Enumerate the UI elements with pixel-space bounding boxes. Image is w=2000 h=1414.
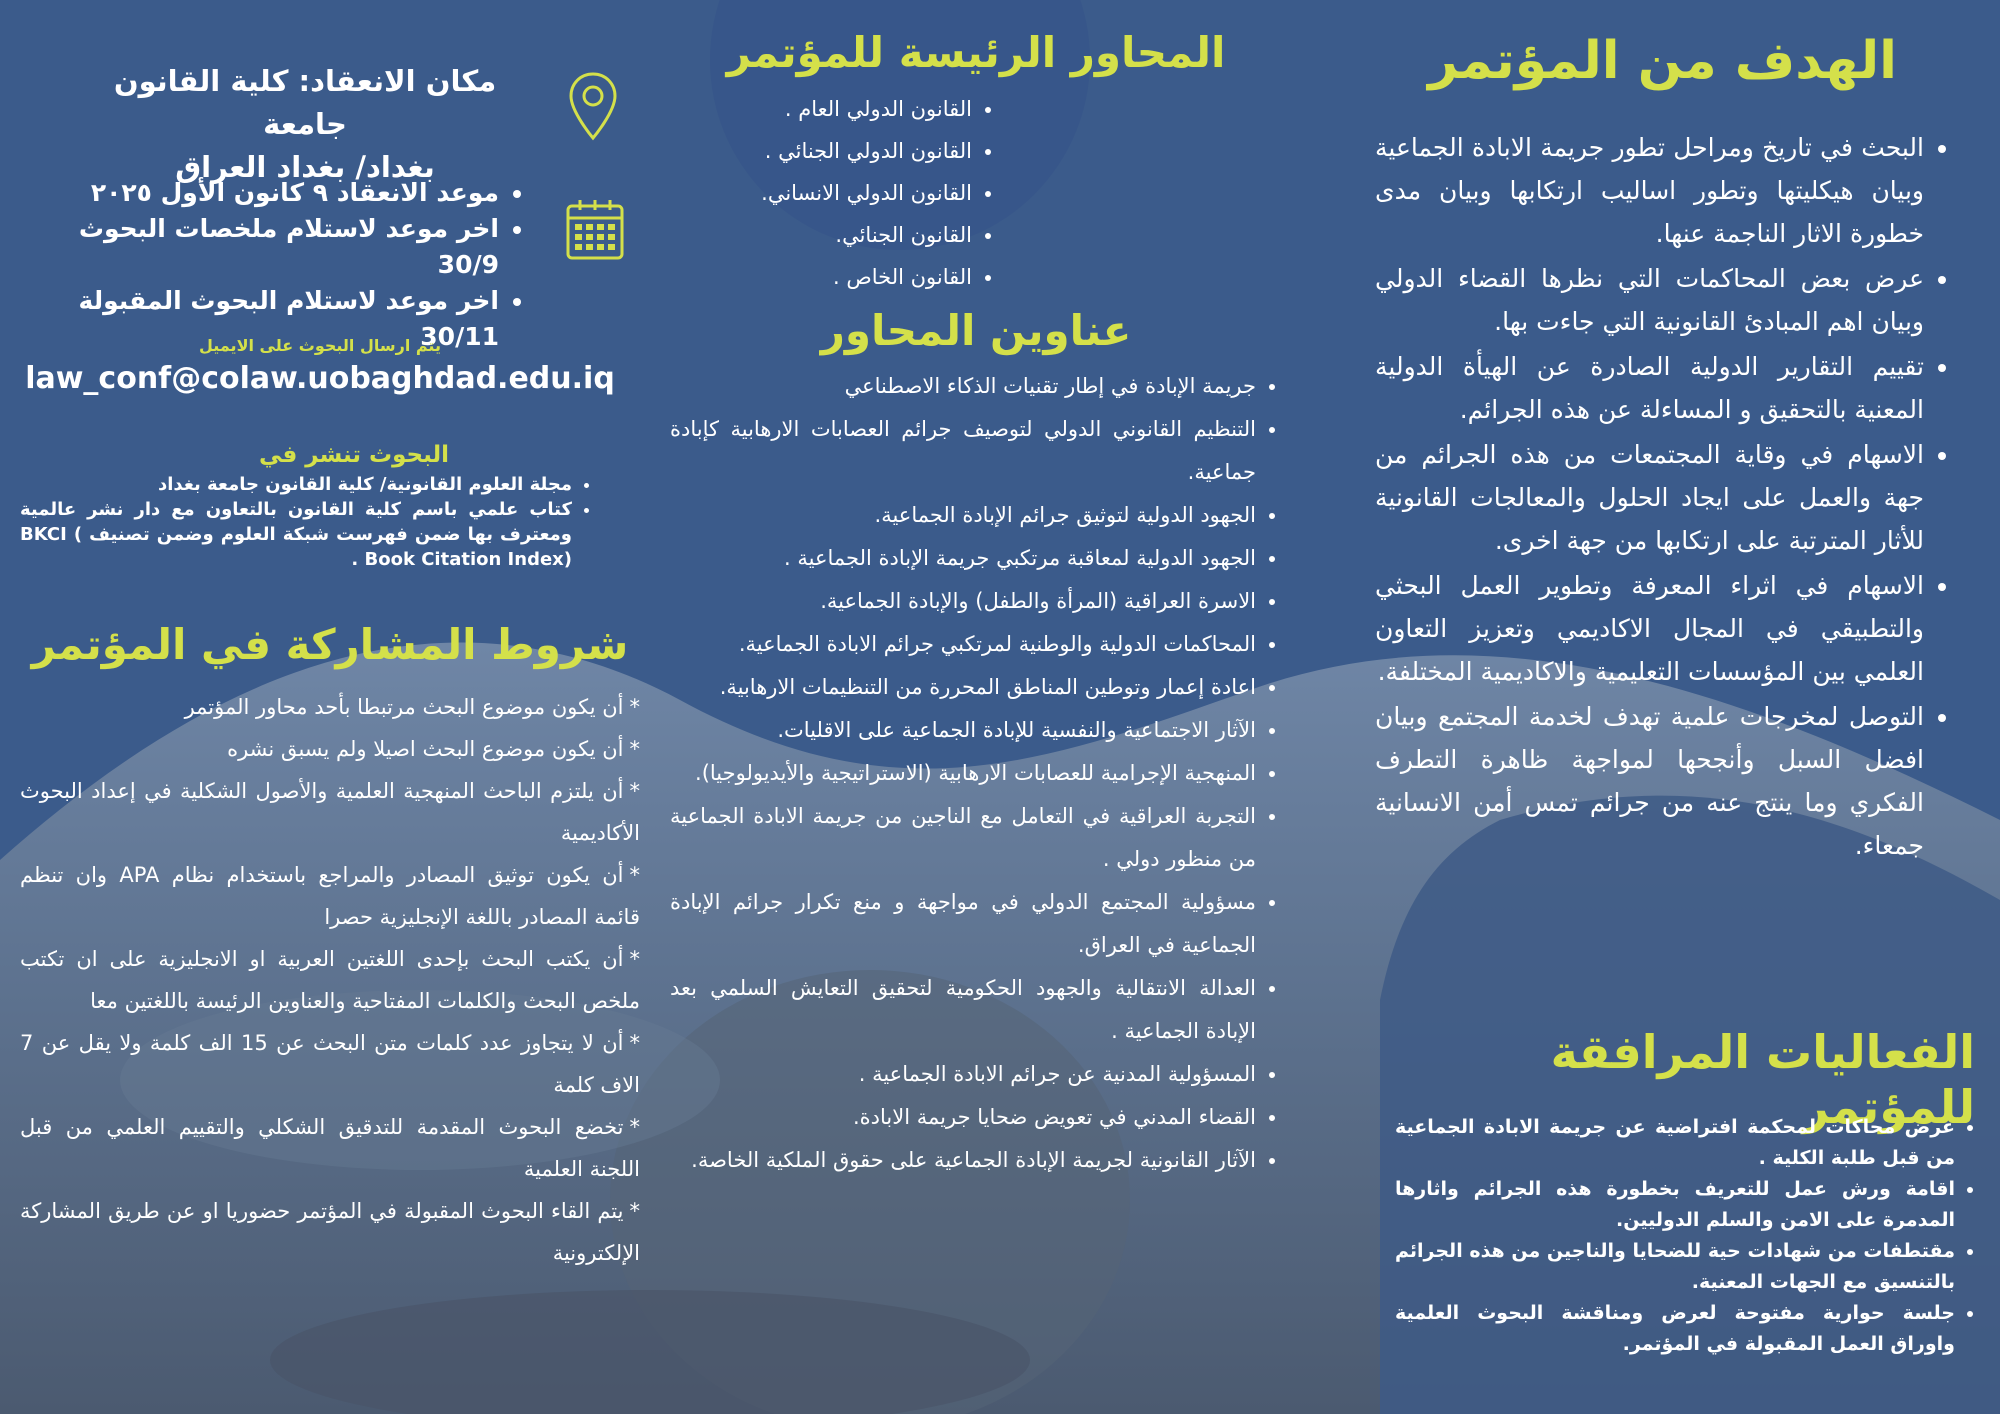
goal-item: • البحث في تاريخ ومراحل تطور جريمة الابادة الجماعية وبيان هيكليتها وتطور اساليب ارتكابها وبيان مدى خطورة الاثار الناجمة عنها.: [1375, 126, 1924, 255]
venue-line-2: بغداد/ بغداد العراق: [175, 150, 435, 184]
publish-heading: البحوث تنشر في: [258, 442, 450, 468]
dates-block: [25, 175, 525, 355]
axis-item: • القانون الدولي العام .: [670, 88, 972, 130]
activity-item: • جلسة حوارية مفتوحة لعرض ومناقشة البحوث العلمية واوراق العمل المقبولة في المؤتمر.: [1395, 1298, 1955, 1360]
publish-item: • كتاب علمي باسم كلية القانون بالتعاون مع دار نشر عالمية ومعترف بها ضمن فهرست شبكة العلوم وضمن تصنيف BKCI ( Book Citation Index) .: [20, 497, 572, 572]
title-item: • الجهود الدولية لتوثيق جرائم الإبادة الجماعية.: [670, 494, 1256, 537]
title-item: • التجربة العراقية في التعامل مع الناجين من جريمة الابادة الجماعية من منظور دولي .: [670, 795, 1256, 881]
goal-list: [1375, 126, 1950, 867]
condition-marker: *: [629, 779, 640, 804]
axes-list: [670, 88, 1282, 298]
email-address[interactable]: law_conf@colaw.uobaghdad.edu.iq: [25, 361, 615, 396]
condition-text: أن يكون توثيق المصادر والمراجع باستخدام نظام APA وان تنظم قائمة المصادر باللغة الإنجليزية حصرا: [20, 863, 640, 930]
condition-marker: *: [629, 737, 640, 762]
publish-block: [20, 442, 598, 572]
publish-item: • مجلة العلوم القانونية/ كلية القانون جامعة بغداد: [20, 472, 572, 497]
goal-heading: الهدف من المؤتمر: [1428, 31, 1897, 91]
location-pin-icon: [566, 70, 620, 144]
title-item: • الآثار القانونية لجريمة الإبادة الجماعية على حقوق الملكية الخاصة.: [670, 1139, 1256, 1182]
axis-item: • القانون الخاص .: [670, 256, 972, 298]
calendar-icon: [564, 196, 626, 262]
title-item: • العدالة الانتقالية والجهود الحكومية لتحقيق التعايش السلمي بعد الإبادة الجماعية .: [670, 967, 1256, 1053]
goal-item: • عرض بعض المحاكمات التي نظرها القضاء الدولي وبيان اهم المبادئ القانونية التي جاءت بها.: [1375, 257, 1924, 343]
date-item: • موعد الانعقاد ٩ كانون الأول ٢٠٢٥: [25, 175, 499, 211]
condition-text: أن لا يتجاوز عدد كلمات متن البحث عن 15 الف كلمة ولا يقل عن 7 الاف كلمة: [20, 1031, 640, 1098]
publish-list: [20, 472, 598, 572]
venue-text: [70, 60, 540, 189]
axes-section: [670, 28, 1282, 1182]
title-item: • التنظيم القانوني الدولي لتوصيف جرائم العصابات الارهابية كإبادة جماعية.: [670, 408, 1256, 494]
conditions-list: [20, 686, 640, 1274]
condition-text: أن يكون موضوع البحث مرتبطا بأحد محاور المؤتمر: [184, 695, 624, 720]
activities-heading: الفعاليات المرافقة للمؤتمر: [1550, 1025, 1975, 1135]
axis-item: • القانون الدولي الانساني.: [670, 172, 972, 214]
conditions-heading: شروط المشاركة في المؤتمر: [31, 620, 629, 669]
conditions-section: [20, 620, 640, 1274]
goal-item: • الاسهام في اثراء المعرفة وتطوير العمل البحثي والتطبيقي في المجال الاكاديمي وتعزيز التعاون العلمي بين المؤسسات التعليمية والاكاديمية المختلفة.: [1375, 564, 1924, 693]
condition-item: [20, 854, 640, 938]
condition-marker: *: [629, 863, 640, 888]
email-note: يتم ارسال البحوث على الايميل: [199, 336, 441, 355]
condition-item: [20, 686, 640, 728]
goal-item: • التوصل لمخرجات علمية تهدف لخدمة المجتمع وبيان افضل السبل وأنجحها لمواجهة ظاهرة التطرف الفكري وما ينتج عنه من جرائم تمس أمن الانسانية جمعاء.: [1375, 695, 1924, 867]
condition-text: تخضع البحوث المقدمة للتدقيق الشكلي والتقييم العلمي من قبل اللجنة العلمية: [20, 1115, 640, 1182]
email-block: [20, 336, 620, 396]
condition-marker: *: [629, 1115, 640, 1140]
activity-item: • اقامة ورش عمل للتعريف بخطورة هذه الجرائم واثارها المدمرة على الامن والسلم الدوليين.: [1395, 1174, 1955, 1236]
axes-heading: المحاور الرئيسة للمؤتمر: [726, 28, 1226, 77]
condition-marker: *: [629, 947, 640, 972]
condition-item: [20, 1106, 640, 1190]
title-item: • الآثار الاجتماعية والنفسية للإبادة الجماعية على الاقليات.: [670, 709, 1256, 752]
goal-section: [1375, 30, 1950, 869]
date-item: • اخر موعد لاستلام البحوث المقبولة 30/11: [25, 283, 499, 355]
condition-text: أن يكون موضوع البحث اصيلا ولم يسبق نشره: [227, 737, 624, 762]
title-item: • القضاء المدني في تعويض ضحايا جريمة الابادة.: [670, 1096, 1256, 1139]
venue-line-1: مكان الانعقاد: كلية القانون جامعة: [113, 64, 497, 141]
condition-marker: *: [629, 695, 640, 720]
goal-item: • الاسهام في وقاية المجتمعات من هذه الجرائم من جهة والعمل على ايجاد الحلول والمعالجات القانونية للأثار المترتبة على ارتكابها من جهة اخرى.: [1375, 433, 1924, 562]
condition-item: [20, 770, 640, 854]
activity-item: • عرض محاكات لمحكمة افتراضية عن جريمة الابادة الجماعية من قبل طلبة الكلية .: [1395, 1112, 1955, 1174]
date-item: • اخر موعد لاستلام ملخصات البحوث 30/9: [25, 211, 499, 283]
title-item: • المحاكمات الدولية والوطنية لمرتكبي جرائم الابادة الجماعية.: [670, 623, 1256, 666]
axis-item: • القانون الدولي الجنائي .: [670, 130, 972, 172]
venue-block: [70, 60, 540, 189]
title-item: • الجهود الدولية لمعاقبة مرتكبي جريمة الإبادة الجماعية .: [670, 537, 1256, 580]
title-item: • المسؤولية المدنية عن جرائم الابادة الجماعية .: [670, 1053, 1256, 1096]
titles-heading: عناوين المحاور: [820, 306, 1132, 356]
condition-item: [20, 1022, 640, 1106]
title-item: • اعادة إعمار وتوطين المناطق المحررة من التنظيمات الارهابية.: [670, 666, 1256, 709]
condition-item: [20, 938, 640, 1022]
goal-item: • تقييم التقارير الدولية الصادرة عن الهيأة الدولية المعنية بالتحقيق و المساءلة عن هذه الجرائم.: [1375, 345, 1924, 431]
title-item: • الاسرة العراقية (المرأة والطفل) والإبادة الجماعية.: [670, 580, 1256, 623]
axis-item: • القانون الجنائي.: [670, 214, 972, 256]
title-item: • مسؤولية المجتمع الدولي في مواجهة و منع تكرار جرائم الإبادة الجماعية في العراق.: [670, 881, 1256, 967]
activities-list: [1395, 1112, 1981, 1360]
title-item: • جريمة الإبادة في إطار تقنيات الذكاء الاصطناعي: [670, 365, 1256, 408]
condition-item: [20, 728, 640, 770]
condition-marker: *: [629, 1199, 640, 1224]
condition-marker: *: [629, 1031, 640, 1056]
dates-list: [25, 175, 525, 355]
condition-text: أن يلتزم الباحث المنهجية العلمية والأصول الشكلية في إعداد البحوث الأكاديمية: [20, 779, 640, 846]
activity-item: • مقتطفات من شهادات حية للضحايا والناجين من هذه الجرائم بالتنسيق مع الجهات المعنية.: [1395, 1236, 1955, 1298]
condition-text: يتم القاء البحوث المقبولة في المؤتمر حضوريا او عن طريق المشاركة الإلكترونية: [20, 1199, 640, 1266]
title-item: • المنهجية الإجرامية للعصابات الارهابية (الاستراتيجية والأيديولوجيا).: [670, 752, 1256, 795]
titles-list: [670, 365, 1282, 1182]
condition-text: أن يكتب البحث بإحدى اللغتين العربية او الانجليزية على ان تكتب ملخص البحث والكلمات المفتاحية والعناوين الرئيسة باللغتين معا: [20, 947, 640, 1014]
condition-item: [20, 1190, 640, 1274]
